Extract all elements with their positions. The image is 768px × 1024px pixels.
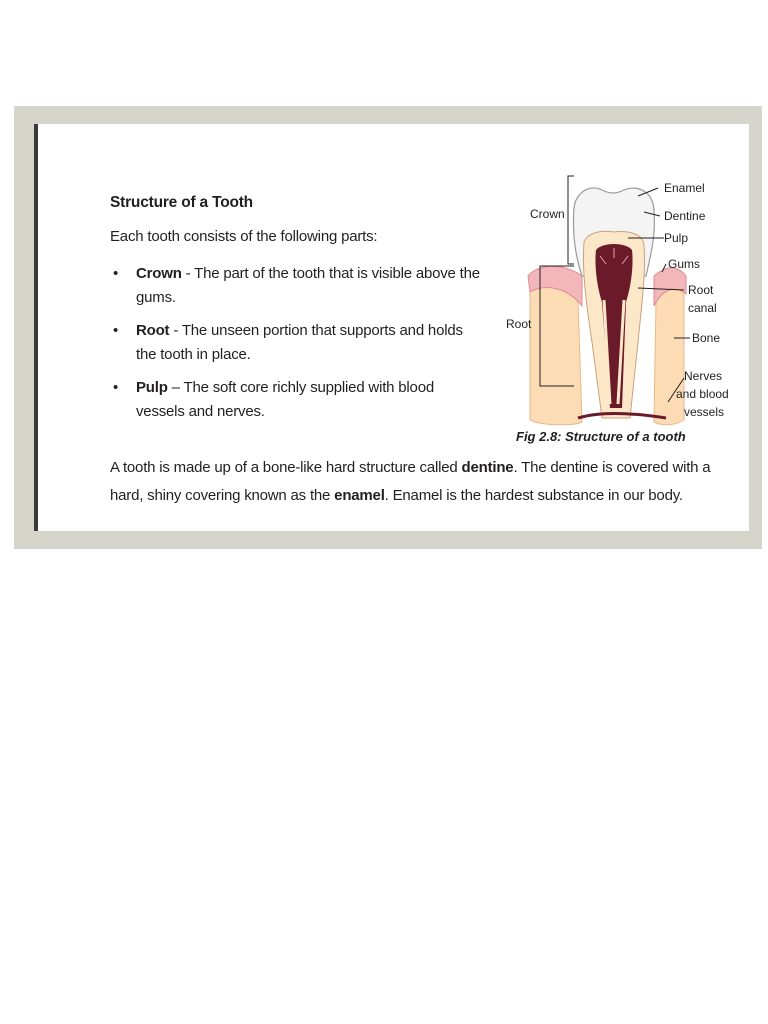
- bullet-icon: •: [113, 379, 119, 396]
- separator: -: [181, 265, 195, 282]
- paragraph-text: . The dentine is covered with a hard, shiny covering known as the: [110, 459, 711, 504]
- page-frame: [14, 106, 762, 549]
- list-item-pulp: [110, 376, 480, 424]
- term-enamel: enamel: [334, 487, 385, 504]
- tooth-parts-list: [110, 262, 480, 433]
- bullet-icon: •: [113, 265, 119, 282]
- list-item-root: [110, 319, 480, 367]
- label-root-canal-2: canal: [688, 301, 717, 315]
- definition-root: The unseen portion that supports and holds the tooth in place.: [136, 322, 463, 363]
- label-nerves-1: Nerves: [684, 369, 723, 383]
- summary-paragraph: [110, 454, 730, 510]
- paragraph-text: . Enamel is the hardest substance in our body.: [384, 487, 683, 504]
- definition-crown: The part of the tooth that is visible above the gums.: [136, 265, 480, 306]
- textbook-excerpt: [34, 124, 749, 531]
- bullet-icon: •: [113, 322, 119, 339]
- paragraph-text: A tooth is made up of a bone-like hard structure called: [110, 459, 462, 476]
- term-dentine: dentine: [461, 459, 514, 476]
- list-item-crown: [110, 262, 480, 310]
- figure-caption: Fig 2.8: Structure of a tooth: [516, 429, 686, 444]
- label-pulp: Pulp: [664, 231, 689, 245]
- term-root: Root: [136, 322, 170, 339]
- label-gums: Gums: [668, 257, 701, 271]
- bone-shape: [530, 280, 582, 425]
- label-nerves-2: and blood: [676, 387, 729, 401]
- term-crown: Crown: [136, 265, 182, 282]
- label-enamel: Enamel: [664, 181, 705, 195]
- label-root-canal-1: Root: [688, 283, 714, 297]
- separator: -: [169, 322, 182, 339]
- bone-shape-right: [654, 283, 684, 425]
- separator: –: [167, 379, 184, 396]
- label-dentine: Dentine: [664, 209, 706, 223]
- term-pulp: Pulp: [136, 379, 168, 396]
- label-nerves-3: vessels: [684, 405, 725, 419]
- label-root: Root: [506, 317, 532, 331]
- label-bone: Bone: [692, 331, 721, 345]
- intro-text: Each tooth consists of the following parts:: [110, 228, 378, 245]
- definition-pulp: The soft core richly supplied with blood vessels and nerves.: [136, 379, 434, 420]
- label-crown: Crown: [530, 207, 565, 221]
- section-heading: Structure of a Tooth: [110, 194, 253, 211]
- tooth-diagram: [478, 172, 743, 432]
